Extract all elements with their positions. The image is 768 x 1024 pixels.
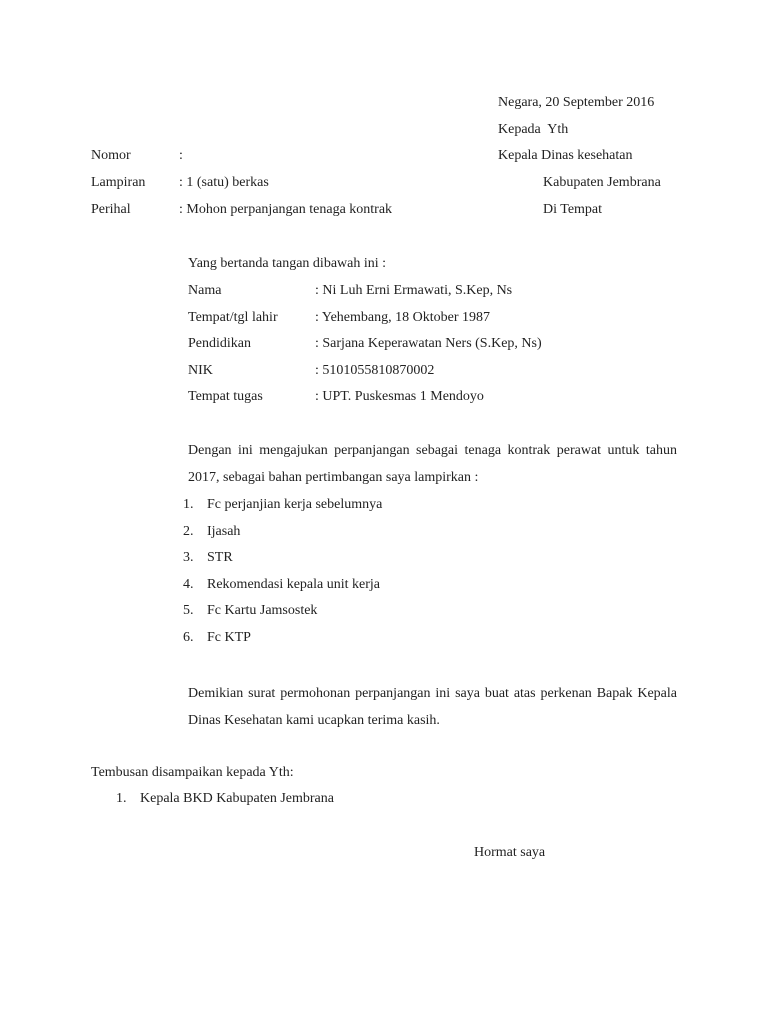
perihal-value: : Mohon perpanjangan tenaga kontrak <box>179 202 393 217</box>
perihal-label: Perihal <box>91 202 131 217</box>
identity-intro: Yang bertanda tangan dibawah ini : <box>188 256 387 271</box>
list-item-text: Rekomendasi kepala unit kerja <box>207 577 380 592</box>
identity-label-nik: NIK <box>188 363 213 378</box>
identity-label-nama: Nama <box>188 283 222 298</box>
lampiran-value: : 1 (satu) berkas <box>179 175 269 190</box>
identity-label-tempat-tugas: Tempat tugas <box>188 389 263 404</box>
list-item-text: Fc KTP <box>207 630 251 645</box>
nomor-value: : <box>179 148 183 163</box>
identity-label-ttl: Tempat/tgl lahir <box>188 310 278 325</box>
recipient-line-2: Kabupaten Jembrana <box>543 175 661 190</box>
list-item-number: 4. <box>183 577 194 592</box>
list-item-number: 5. <box>183 603 194 618</box>
lampiran-label: Lampiran <box>91 175 146 190</box>
list-item-number: 3. <box>183 550 194 565</box>
identity-value-nik: : 5101055810870002 <box>315 363 435 378</box>
nomor-label: Nomor <box>91 148 131 163</box>
list-item-number: 2. <box>183 524 194 539</box>
paragraph-closing: Demikian surat permohonan perpanjangan ini saya buat atas perkenan Bapak Kepala Dinas Kesehatan kami ucapkan terima kasih. <box>188 686 677 728</box>
identity-value-tempat-tugas: : UPT. Puskesmas 1 Mendoyo <box>315 389 484 404</box>
list-item-text: Ijasah <box>207 524 241 539</box>
list-item-number: 6. <box>183 630 194 645</box>
place-date: Negara, 20 September 2016 <box>498 95 655 110</box>
cc-item-text: Kepala BKD Kabupaten Jembrana <box>140 791 334 806</box>
kepada-yth: Kepada Yth <box>498 122 569 137</box>
list-item-number: 1. <box>183 497 194 512</box>
cc-item-number: 1. <box>116 791 127 806</box>
identity-label-pendidikan: Pendidikan <box>188 336 251 351</box>
identity-value-pendidikan: : Sarjana Keperawatan Ners (S.Kep, Ns) <box>315 336 542 351</box>
recipient-line-3: Di Tempat <box>543 202 603 217</box>
cc-heading: Tembusan disampaikan kepada Yth: <box>91 765 294 780</box>
closing-hormat: Hormat saya <box>474 845 546 860</box>
paragraph-request: Dengan ini mengajukan perpanjangan sebagai tenaga kontrak perawat untuk tahun 2017, sebagai bahan pertimbangan saya lampirkan : <box>188 443 677 485</box>
list-item-text: STR <box>207 550 233 565</box>
identity-value-nama: : Ni Luh Erni Ermawati, S.Kep, Ns <box>315 283 513 298</box>
identity-value-ttl: : Yehembang, 18 Oktober 1987 <box>315 310 490 325</box>
list-item-text: Fc perjanjian kerja sebelumnya <box>207 497 383 512</box>
list-item-text: Fc Kartu Jamsostek <box>207 603 318 618</box>
recipient-line-1: Kepala Dinas kesehatan <box>498 148 633 163</box>
